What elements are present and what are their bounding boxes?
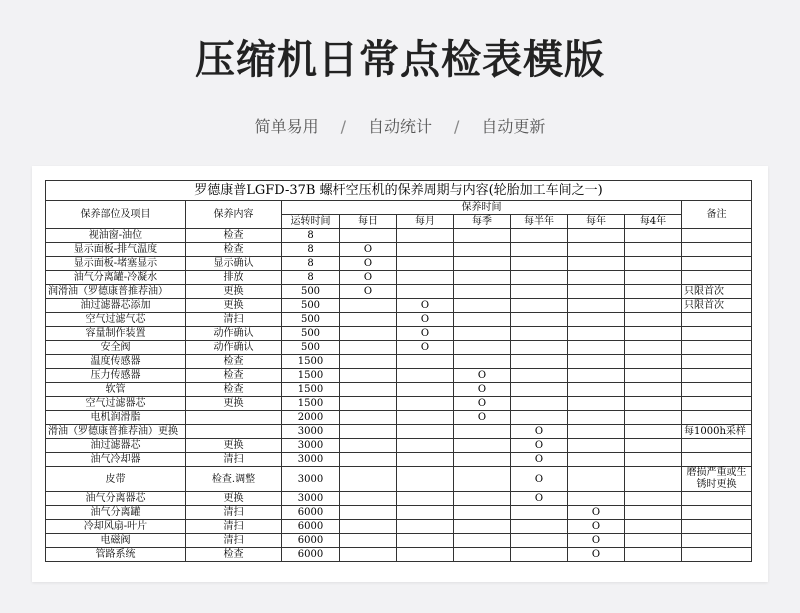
cell-part: 油过滤器芯: [46, 439, 186, 453]
cell-part: 容量制作装置: [46, 327, 186, 341]
cell-halfyear: [511, 285, 568, 299]
cell-daily: [340, 397, 397, 411]
table-row: [46, 299, 752, 313]
cell-quarterly: [454, 271, 511, 285]
cell-monthly: [397, 492, 454, 506]
cell-content: 清扫: [186, 534, 282, 548]
cell-content: 动作确认: [186, 327, 282, 341]
cell-monthly: [397, 369, 454, 383]
cell-run-hours: 8: [282, 243, 340, 257]
cell-daily: [340, 341, 397, 355]
cell-daily: [340, 492, 397, 506]
table-row: [46, 355, 752, 369]
cell-remark: [682, 439, 752, 453]
cell-quarterly: [454, 285, 511, 299]
cell-content: 检查.调整: [186, 467, 282, 492]
table-row: [46, 369, 752, 383]
cell-halfyear: [511, 397, 568, 411]
cell-run-hours: 500: [282, 341, 340, 355]
cell-4years: [625, 383, 682, 397]
table-row: [46, 492, 752, 506]
table-row: [46, 453, 752, 467]
cell-4years: [625, 548, 682, 562]
cell-part: 滑油（罗德康普推荐油）更换: [46, 425, 186, 439]
cell-halfyear: [511, 506, 568, 520]
cell-part: 压力传感器: [46, 369, 186, 383]
cell-remark: [682, 534, 752, 548]
tag-separator: /: [454, 117, 460, 136]
cell-halfyear: O: [511, 492, 568, 506]
cell-monthly: [397, 383, 454, 397]
table-row: [46, 313, 752, 327]
cell-yearly: [568, 243, 625, 257]
cell-monthly: [397, 397, 454, 411]
cell-4years: [625, 453, 682, 467]
cell-halfyear: O: [511, 425, 568, 439]
cell-quarterly: [454, 425, 511, 439]
cell-daily: [340, 439, 397, 453]
cell-monthly: [397, 453, 454, 467]
cell-part: 电机润滑脂: [46, 411, 186, 425]
cell-content: 排放: [186, 271, 282, 285]
cell-4years: [625, 243, 682, 257]
cell-part: 皮带: [46, 467, 186, 492]
table-row: [46, 506, 752, 520]
table-row: [46, 285, 752, 299]
cell-halfyear: [511, 383, 568, 397]
cell-halfyear: [511, 257, 568, 271]
cell-monthly: [397, 548, 454, 562]
cell-content: 清扫: [186, 520, 282, 534]
cell-quarterly: [454, 467, 511, 492]
cell-remark: [682, 397, 752, 411]
table-row: [46, 327, 752, 341]
cell-run-hours: 3000: [282, 453, 340, 467]
header-monthly: 每月: [397, 215, 454, 229]
cell-remark: [682, 229, 752, 243]
cell-halfyear: [511, 548, 568, 562]
cell-halfyear: [511, 243, 568, 257]
cell-quarterly: O: [454, 411, 511, 425]
cell-monthly: [397, 520, 454, 534]
cell-part: 温度传感器: [46, 355, 186, 369]
cell-halfyear: [511, 327, 568, 341]
cell-monthly: [397, 355, 454, 369]
cell-halfyear: [511, 520, 568, 534]
cell-run-hours: 6000: [282, 506, 340, 520]
cell-content: [186, 411, 282, 425]
cell-monthly: [397, 285, 454, 299]
cell-part: 油气分离器芯: [46, 492, 186, 506]
table-row: [46, 548, 752, 562]
cell-remark: [682, 383, 752, 397]
table-row: [46, 467, 752, 492]
cell-content: [186, 425, 282, 439]
cell-yearly: O: [568, 548, 625, 562]
cell-quarterly: [454, 341, 511, 355]
cell-run-hours: 3000: [282, 425, 340, 439]
cell-remark: [682, 257, 752, 271]
cell-content: 检查: [186, 229, 282, 243]
cell-daily: O: [340, 257, 397, 271]
cell-halfyear: [511, 369, 568, 383]
cell-yearly: [568, 439, 625, 453]
cell-monthly: [397, 467, 454, 492]
cell-remark: [682, 271, 752, 285]
cell-part: 软管: [46, 383, 186, 397]
cell-halfyear: [511, 299, 568, 313]
cell-part: 显示面板-堵塞显示: [46, 257, 186, 271]
cell-content: 检查: [186, 548, 282, 562]
header-part: 保养部位及项目: [46, 201, 186, 229]
cell-halfyear: O: [511, 467, 568, 492]
cell-monthly: [397, 534, 454, 548]
cell-4years: [625, 257, 682, 271]
cell-4years: [625, 439, 682, 453]
cell-4years: [625, 355, 682, 369]
header-maintenance-time: 保养时间: [282, 201, 682, 215]
cell-part: 油过滤器芯添加: [46, 299, 186, 313]
cell-content: 检查: [186, 243, 282, 257]
cell-4years: [625, 271, 682, 285]
cell-run-hours: 500: [282, 299, 340, 313]
feature-tags: [0, 114, 800, 137]
cell-remark: [682, 355, 752, 369]
cell-part: 空气过滤气芯: [46, 313, 186, 327]
cell-halfyear: [511, 341, 568, 355]
cell-daily: [340, 534, 397, 548]
cell-daily: O: [340, 285, 397, 299]
table-row: [46, 534, 752, 548]
cell-remark: 每1000h采样: [682, 425, 752, 439]
cell-quarterly: [454, 355, 511, 369]
cell-part: 电磁阀: [46, 534, 186, 548]
cell-run-hours: 500: [282, 285, 340, 299]
cell-yearly: [568, 411, 625, 425]
cell-part: 管路系统: [46, 548, 186, 562]
cell-remark: [682, 453, 752, 467]
cell-quarterly: [454, 229, 511, 243]
cell-yearly: [568, 285, 625, 299]
cell-run-hours: 500: [282, 327, 340, 341]
cell-monthly: [397, 506, 454, 520]
cell-run-hours: 3000: [282, 467, 340, 492]
cell-monthly: O: [397, 299, 454, 313]
cell-run-hours: 3000: [282, 439, 340, 453]
cell-halfyear: [511, 271, 568, 285]
cell-4years: [625, 506, 682, 520]
cell-yearly: [568, 271, 625, 285]
cell-remark: [682, 369, 752, 383]
cell-yearly: O: [568, 506, 625, 520]
cell-content: 更换: [186, 285, 282, 299]
header-content: 保养内容: [186, 201, 282, 229]
cell-monthly: O: [397, 341, 454, 355]
cell-daily: [340, 548, 397, 562]
cell-4years: [625, 411, 682, 425]
cell-part: 空气过滤器芯: [46, 397, 186, 411]
cell-monthly: [397, 271, 454, 285]
cell-daily: O: [340, 243, 397, 257]
cell-yearly: [568, 369, 625, 383]
cell-daily: [340, 383, 397, 397]
cell-4years: [625, 313, 682, 327]
tag-easy: 简单易用: [254, 117, 319, 136]
cell-daily: [340, 453, 397, 467]
cell-run-hours: 1500: [282, 383, 340, 397]
header-yearly: 每年: [568, 215, 625, 229]
cell-daily: [340, 520, 397, 534]
cell-quarterly: [454, 299, 511, 313]
cell-monthly: [397, 439, 454, 453]
cell-remark: [682, 341, 752, 355]
cell-quarterly: [454, 506, 511, 520]
table-row: [46, 425, 752, 439]
cell-remark: [682, 313, 752, 327]
cell-content: 更换: [186, 397, 282, 411]
cell-monthly: [397, 411, 454, 425]
cell-yearly: [568, 229, 625, 243]
cell-4years: [625, 467, 682, 492]
maintenance-table: [45, 180, 752, 562]
header-halfyear: 每半年: [511, 215, 568, 229]
header-4years: 每4年: [625, 215, 682, 229]
cell-4years: [625, 534, 682, 548]
cell-halfyear: [511, 313, 568, 327]
cell-content: 清扫: [186, 313, 282, 327]
cell-4years: [625, 299, 682, 313]
header-quarterly: 每季: [454, 215, 511, 229]
tag-auto-stats: 自动统计: [367, 117, 432, 136]
cell-run-hours: 8: [282, 271, 340, 285]
cell-remark: [682, 492, 752, 506]
cell-quarterly: O: [454, 383, 511, 397]
cell-4years: [625, 341, 682, 355]
cell-4years: [625, 492, 682, 506]
cell-run-hours: 2000: [282, 411, 340, 425]
cell-run-hours: 3000: [282, 492, 340, 506]
cell-run-hours: 6000: [282, 548, 340, 562]
cell-quarterly: [454, 492, 511, 506]
cell-remark: 只限首次: [682, 285, 752, 299]
cell-quarterly: [454, 520, 511, 534]
cell-yearly: [568, 327, 625, 341]
cell-part: 油气分离罐: [46, 506, 186, 520]
cell-yearly: [568, 453, 625, 467]
cell-daily: [340, 506, 397, 520]
cell-content: 更换: [186, 439, 282, 453]
page-title: 压缩机日常点检表模版: [195, 37, 605, 83]
cell-part: 安全阀: [46, 341, 186, 355]
table-caption: 罗德康普LGFD-37B 螺杆空压机的保养周期与内容(轮胎加工车间之一): [46, 181, 752, 201]
header-run-hours: 运转时间: [282, 215, 340, 229]
cell-content: 检查: [186, 355, 282, 369]
cell-run-hours: 1500: [282, 369, 340, 383]
cell-yearly: [568, 425, 625, 439]
table-row: [46, 439, 752, 453]
cell-content: 检查: [186, 369, 282, 383]
cell-part: 油气冷却器: [46, 453, 186, 467]
table-row: [46, 257, 752, 271]
cell-daily: [340, 369, 397, 383]
cell-remark: 只限首次: [682, 299, 752, 313]
cell-halfyear: [511, 411, 568, 425]
cell-daily: [340, 425, 397, 439]
cell-content: 更换: [186, 299, 282, 313]
cell-remark: 磨损严重或生锈时更换: [682, 467, 752, 492]
cell-4years: [625, 520, 682, 534]
cell-content: 显示确认: [186, 257, 282, 271]
cell-halfyear: [511, 534, 568, 548]
cell-quarterly: [454, 313, 511, 327]
table-row: [46, 271, 752, 285]
cell-daily: [340, 467, 397, 492]
cell-yearly: [568, 299, 625, 313]
cell-yearly: [568, 492, 625, 506]
cell-monthly: [397, 229, 454, 243]
cell-content: 清扫: [186, 506, 282, 520]
cell-content: 更换: [186, 492, 282, 506]
cell-monthly: [397, 243, 454, 257]
cell-daily: [340, 299, 397, 313]
cell-daily: [340, 411, 397, 425]
cell-quarterly: [454, 453, 511, 467]
cell-daily: [340, 229, 397, 243]
cell-run-hours: 8: [282, 229, 340, 243]
cell-yearly: [568, 355, 625, 369]
cell-yearly: O: [568, 534, 625, 548]
table-row: [46, 397, 752, 411]
cell-content: 检查: [186, 383, 282, 397]
cell-quarterly: [454, 439, 511, 453]
table-row: [46, 520, 752, 534]
table-row: [46, 229, 752, 243]
cell-quarterly: [454, 243, 511, 257]
cell-4years: [625, 425, 682, 439]
cell-remark: [682, 243, 752, 257]
cell-part: 视油窗-油位: [46, 229, 186, 243]
cell-remark: [682, 548, 752, 562]
cell-remark: [682, 411, 752, 425]
cell-quarterly: [454, 548, 511, 562]
cell-run-hours: 500: [282, 313, 340, 327]
cell-quarterly: O: [454, 397, 511, 411]
cell-remark: [682, 506, 752, 520]
cell-monthly: [397, 425, 454, 439]
cell-yearly: [568, 467, 625, 492]
cell-halfyear: O: [511, 453, 568, 467]
cell-daily: [340, 327, 397, 341]
cell-quarterly: [454, 534, 511, 548]
tag-auto-update: 自动更新: [481, 117, 546, 136]
cell-yearly: [568, 383, 625, 397]
cell-4years: [625, 327, 682, 341]
table-row: [46, 341, 752, 355]
cell-run-hours: 1500: [282, 355, 340, 369]
cell-monthly: O: [397, 327, 454, 341]
cell-halfyear: O: [511, 439, 568, 453]
cell-run-hours: 6000: [282, 534, 340, 548]
cell-content: 动作确认: [186, 341, 282, 355]
cell-halfyear: [511, 355, 568, 369]
cell-quarterly: [454, 257, 511, 271]
cell-4years: [625, 397, 682, 411]
cell-yearly: O: [568, 520, 625, 534]
cell-monthly: O: [397, 313, 454, 327]
cell-yearly: [568, 341, 625, 355]
cell-part: 冷却风扇-叶片: [46, 520, 186, 534]
header-daily: 每日: [340, 215, 397, 229]
cell-4years: [625, 285, 682, 299]
cell-daily: [340, 313, 397, 327]
cell-content: 清扫: [186, 453, 282, 467]
cell-run-hours: 1500: [282, 397, 340, 411]
cell-daily: O: [340, 271, 397, 285]
cell-daily: [340, 355, 397, 369]
cell-part: 油气分离罐-冷凝水: [46, 271, 186, 285]
header-remark: 备注: [682, 201, 752, 229]
spreadsheet-preview: [32, 166, 768, 582]
table-row: [46, 243, 752, 257]
cell-quarterly: O: [454, 369, 511, 383]
cell-4years: [625, 369, 682, 383]
cell-part: 润滑油（罗德康普推荐油）: [46, 285, 186, 299]
cell-halfyear: [511, 229, 568, 243]
cell-4years: [625, 229, 682, 243]
tag-separator: /: [340, 117, 346, 136]
table-row: [46, 411, 752, 425]
cell-monthly: [397, 257, 454, 271]
cell-yearly: [568, 257, 625, 271]
cell-run-hours: 6000: [282, 520, 340, 534]
cell-yearly: [568, 313, 625, 327]
cell-yearly: [568, 397, 625, 411]
cell-run-hours: 8: [282, 257, 340, 271]
cell-quarterly: [454, 327, 511, 341]
cell-part: 显示面板-排气温度: [46, 243, 186, 257]
cell-remark: [682, 520, 752, 534]
cell-remark: [682, 327, 752, 341]
table-row: [46, 383, 752, 397]
